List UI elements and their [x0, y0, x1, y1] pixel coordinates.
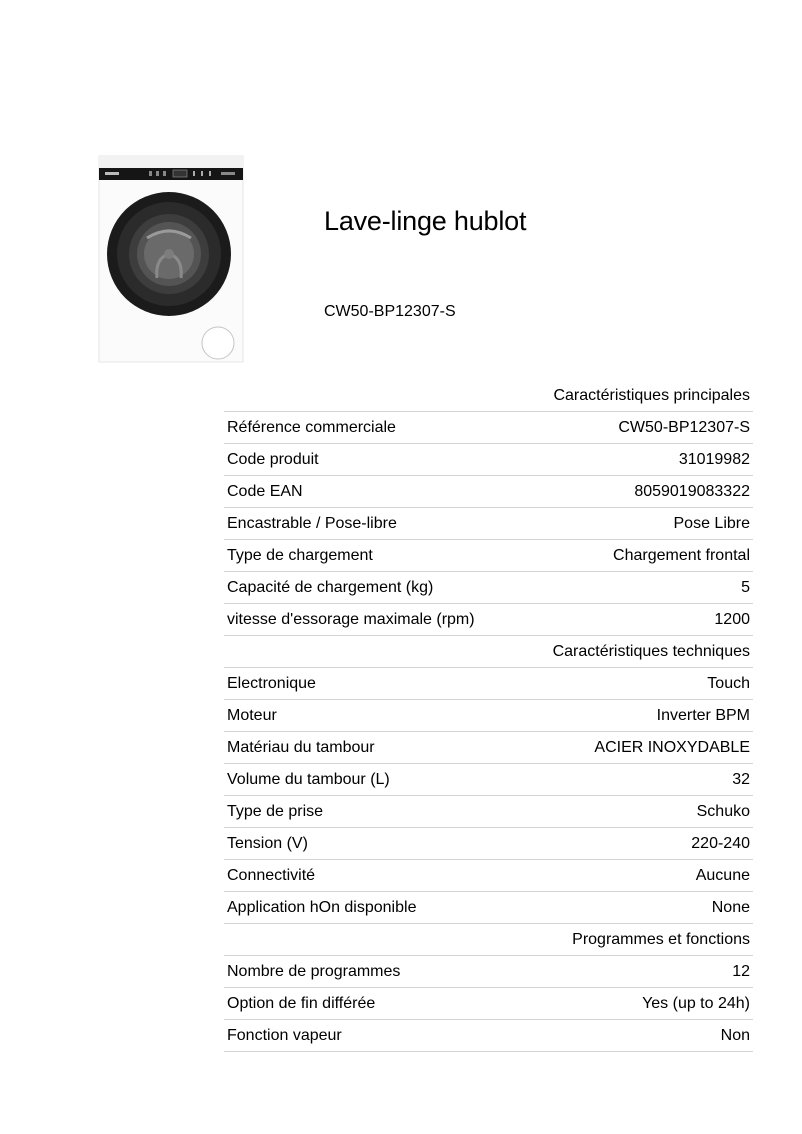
spec-row	[224, 444, 753, 476]
spec-value: 1200	[547, 604, 753, 636]
spec-row	[224, 1020, 753, 1052]
spec-value: 12	[547, 956, 753, 988]
section-header-programs	[224, 924, 753, 956]
spec-row	[224, 508, 753, 540]
spec-value: CW50-BP12307-S	[547, 412, 753, 444]
spec-value: 32	[547, 764, 753, 796]
spec-label: Option de fin différée	[224, 988, 547, 1020]
spec-label: Code produit	[224, 444, 547, 476]
spec-row	[224, 604, 753, 636]
spec-value: Non	[547, 1020, 753, 1052]
spec-row	[224, 828, 753, 860]
spec-row	[224, 412, 753, 444]
section-header-technical	[224, 636, 753, 668]
spec-value: Yes (up to 24h)	[547, 988, 753, 1020]
spec-label: Application hOn disponible	[224, 892, 547, 924]
spec-row	[224, 988, 753, 1020]
spec-row	[224, 892, 753, 924]
spec-label: Volume du tambour (L)	[224, 764, 547, 796]
spec-label: Nombre de programmes	[224, 956, 547, 988]
spec-label: Moteur	[224, 700, 547, 732]
spec-value: Inverter BPM	[547, 700, 753, 732]
spec-label: Electronique	[224, 668, 547, 700]
spec-value: 5	[547, 572, 753, 604]
spec-value: Pose Libre	[547, 508, 753, 540]
page-title: Lave-linge hublot	[324, 206, 527, 236]
spec-value: 31019982	[547, 444, 753, 476]
spec-label: Type de prise	[224, 796, 547, 828]
spec-value: 8059019083322	[547, 476, 753, 508]
spec-label: Matériau du tambour	[224, 732, 547, 764]
spec-value: Chargement frontal	[547, 540, 753, 572]
spec-row	[224, 860, 753, 892]
spec-label: Connectivité	[224, 860, 547, 892]
section-title: Caractéristiques techniques	[224, 636, 753, 668]
spec-row	[224, 700, 753, 732]
spec-value: 220-240	[547, 828, 753, 860]
washing-machine-icon	[97, 154, 245, 364]
spec-row	[224, 796, 753, 828]
spec-label: Code EAN	[224, 476, 547, 508]
spec-table	[224, 380, 753, 1052]
spec-label: Tension (V)	[224, 828, 547, 860]
section-title: Programmes et fonctions	[224, 924, 753, 956]
section-header-main	[224, 380, 753, 412]
spec-row	[224, 540, 753, 572]
spec-label: vitesse d'essorage maximale (rpm)	[224, 604, 547, 636]
spec-row	[224, 572, 753, 604]
spec-value: None	[547, 892, 753, 924]
spec-row	[224, 956, 753, 988]
spec-row	[224, 476, 753, 508]
section-title: Caractéristiques principales	[224, 380, 753, 412]
spec-label: Capacité de chargement (kg)	[224, 572, 547, 604]
spec-value: ACIER INOXYDABLE	[547, 732, 753, 764]
spec-label: Référence commerciale	[224, 412, 547, 444]
spec-row	[224, 668, 753, 700]
spec-value: Aucune	[547, 860, 753, 892]
spec-label: Type de chargement	[224, 540, 547, 572]
spec-value: Schuko	[547, 796, 753, 828]
model-number: CW50-BP12307-S	[324, 303, 456, 320]
spec-row	[224, 764, 753, 796]
spec-value: Touch	[547, 668, 753, 700]
spec-label: Fonction vapeur	[224, 1020, 547, 1052]
spec-label: Encastrable / Pose-libre	[224, 508, 547, 540]
spec-row	[224, 732, 753, 764]
